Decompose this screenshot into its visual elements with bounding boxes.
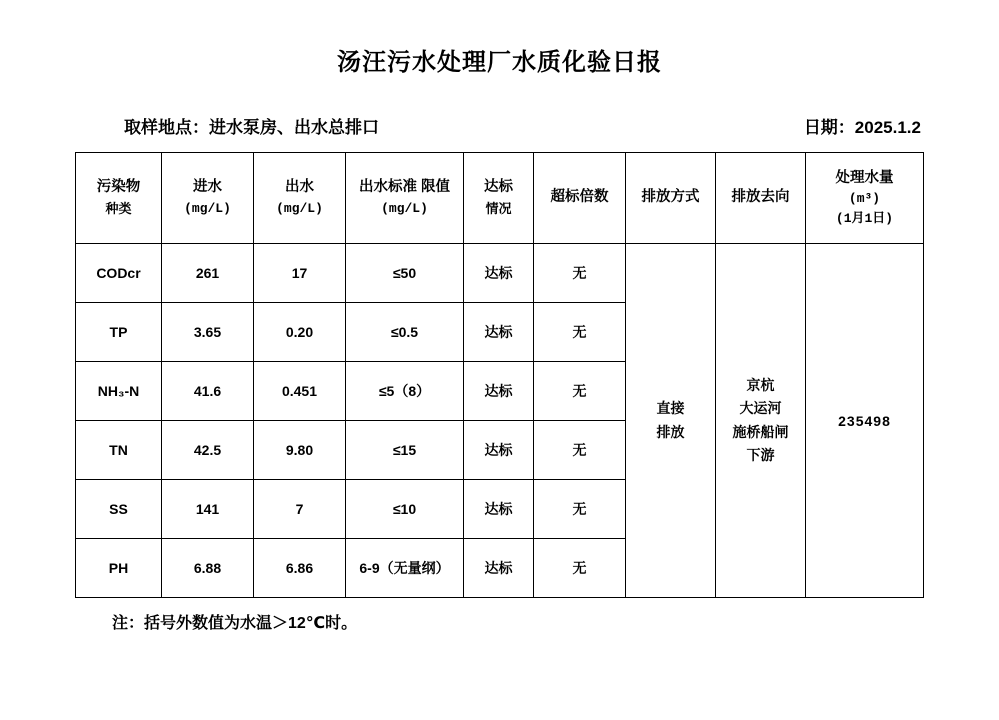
row-standard-value: ≤15 xyxy=(346,421,464,480)
row-pollutant-name: PH xyxy=(76,539,162,598)
row-pollutant-name: CODcr xyxy=(76,244,162,303)
row-influent-value: 141 xyxy=(162,480,254,539)
header-effluent-unit: (mg/L) xyxy=(276,201,323,217)
row-effluent-value: 0.20 xyxy=(254,303,346,362)
row-influent-value: 261 xyxy=(162,244,254,303)
row-pollutant-name: NH₃-N xyxy=(76,362,162,421)
row-compliance-value: 达标 xyxy=(464,244,534,303)
row-effluent-value: 6.86 xyxy=(254,539,346,598)
row-compliance-value: 达标 xyxy=(464,303,534,362)
row-influent-value: 42.5 xyxy=(162,421,254,480)
row-exceed-value: 无 xyxy=(534,303,626,362)
row-standard-value: ≤5（8） xyxy=(346,362,464,421)
row-standard-value: ≤0.5 xyxy=(346,303,464,362)
row-exceed-value: 无 xyxy=(534,244,626,303)
page-title: 汤汪污水处理厂水质化验日报 xyxy=(337,49,662,76)
header-effluent-line1: 出水 xyxy=(285,179,314,196)
header-influent-line1: 进水 xyxy=(193,179,222,196)
discharge-dest-line3: 施桥船闸 xyxy=(732,423,789,440)
header-volume xyxy=(806,153,924,244)
row-exceed-value: 无 xyxy=(534,421,626,480)
discharge-mode-line2: 排放 xyxy=(656,423,685,440)
row-exceed-value: 无 xyxy=(534,362,626,421)
row-pollutant-name: TN xyxy=(76,421,162,480)
header-standard-line1: 出水标准 xyxy=(358,179,417,196)
header-volume-date: (1月1日) xyxy=(835,210,894,226)
row-effluent-value: 9.80 xyxy=(254,421,346,480)
header-volume-unit: (m³) xyxy=(848,191,881,207)
row-standard-value: ≤50 xyxy=(346,244,464,303)
treated-volume-value: 235498 xyxy=(806,244,924,598)
row-compliance-value: 达标 xyxy=(464,421,534,480)
water-quality-table xyxy=(75,152,924,598)
discharge-mode-cell xyxy=(626,244,716,598)
header-compliance-line2: 情况 xyxy=(485,201,512,217)
header-influent-unit: (mg/L) xyxy=(184,201,231,217)
sampling-location: 取样地点：进水泵房、出水总排口 xyxy=(124,118,379,137)
row-influent-value: 41.6 xyxy=(162,362,254,421)
report-date: 日期：2025.1.2 xyxy=(803,118,921,137)
row-influent-value: 6.88 xyxy=(162,539,254,598)
discharge-mode-line1: 直接 xyxy=(656,400,685,417)
header-standard-unit: (mg/L) xyxy=(381,201,428,217)
row-standard-value: ≤10 xyxy=(346,480,464,539)
header-effluent xyxy=(254,153,346,244)
header-exceed: 超标倍数 xyxy=(534,153,626,244)
row-compliance-value: 达标 xyxy=(464,362,534,421)
row-effluent-value: 7 xyxy=(254,480,346,539)
discharge-destination-cell xyxy=(716,244,806,598)
header-discharge-destination: 排放去向 xyxy=(716,153,806,244)
discharge-dest-line2: 大运河 xyxy=(739,400,782,417)
header-pollutant-line2: 种类 xyxy=(105,201,132,217)
header-pollutant-line1: 污染物 xyxy=(96,179,141,196)
header-volume-line1: 处理水量 xyxy=(835,169,894,186)
row-pollutant-name: SS xyxy=(76,480,162,539)
row-influent-value: 3.65 xyxy=(162,303,254,362)
header-standard-line2: 限值 xyxy=(421,179,451,196)
header-standard xyxy=(346,153,464,244)
header-discharge-mode: 排放方式 xyxy=(626,153,716,244)
row-pollutant-name: TP xyxy=(76,303,162,362)
report-page xyxy=(0,42,999,720)
discharge-dest-line4: 下游 xyxy=(746,446,775,463)
report-meta xyxy=(0,113,999,138)
discharge-dest-line1: 京杭 xyxy=(746,377,775,394)
row-exceed-value: 无 xyxy=(534,480,626,539)
footnote: 注：括号外数值为水温＞12℃时。 xyxy=(112,615,358,632)
header-compliance xyxy=(464,153,534,244)
row-compliance-value: 达标 xyxy=(464,539,534,598)
table-header-row xyxy=(76,153,924,244)
header-compliance-line1: 达标 xyxy=(484,179,513,196)
row-effluent-value: 17 xyxy=(254,244,346,303)
row-effluent-value: 0.451 xyxy=(254,362,346,421)
row-compliance-value: 达标 xyxy=(464,480,534,539)
row-exceed-value: 无 xyxy=(534,539,626,598)
header-pollutant xyxy=(76,153,162,244)
header-influent xyxy=(162,153,254,244)
table-row xyxy=(76,244,924,303)
row-standard-value: 6-9（无量纲） xyxy=(346,539,464,598)
